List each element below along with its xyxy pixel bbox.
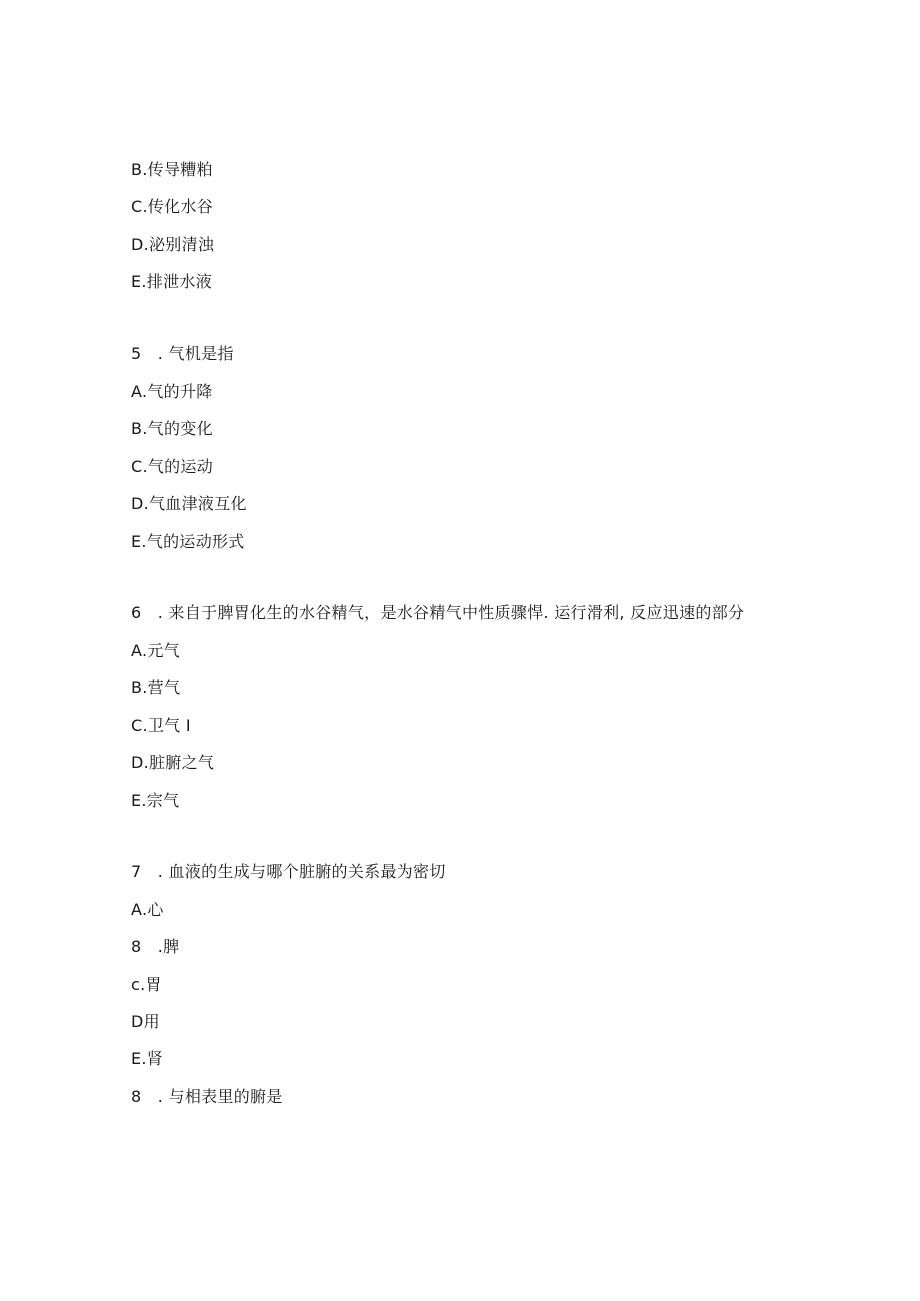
option-line: 8 .脾 — [131, 937, 180, 956]
question-line: 5 . 气机是指 — [131, 344, 234, 363]
option-line: E.肾 — [131, 1049, 164, 1068]
option-line: A.气的升降 — [131, 382, 213, 401]
option-line: A.元气 — [131, 641, 180, 660]
option-line: A.心 — [131, 900, 164, 919]
option-line: E.排泄水液 — [131, 272, 212, 291]
question-line: 6 . 来自于脾胃化生的水谷精气，是水谷精气中性质骤悍. 运行滑利, 反应迅速的部分 — [131, 603, 745, 622]
option-line: C.气的运动 — [131, 457, 214, 476]
option-line: E.宗气 — [131, 791, 180, 810]
option-line: B.气的变化 — [131, 419, 213, 438]
option-line: c.胃 — [131, 975, 162, 994]
question-line: 7 . 血液的生成与哪个脏腑的关系最为密切 — [131, 862, 446, 881]
option-line: D.脏腑之气 — [131, 753, 215, 772]
option-line: D.泌别清浊 — [131, 235, 215, 254]
option-line: B.传导糟粕 — [131, 160, 213, 179]
option-line: E.气的运动形式 — [131, 532, 245, 551]
question-line: 8 . 与相表里的腑是 — [131, 1087, 283, 1106]
option-line: D用 — [131, 1012, 160, 1031]
option-line: B.营气 — [131, 678, 181, 697]
option-line: C.传化水谷 — [131, 197, 214, 216]
option-line: D.气血津液互化 — [131, 494, 247, 513]
option-line: C.卫气 I — [131, 716, 191, 735]
